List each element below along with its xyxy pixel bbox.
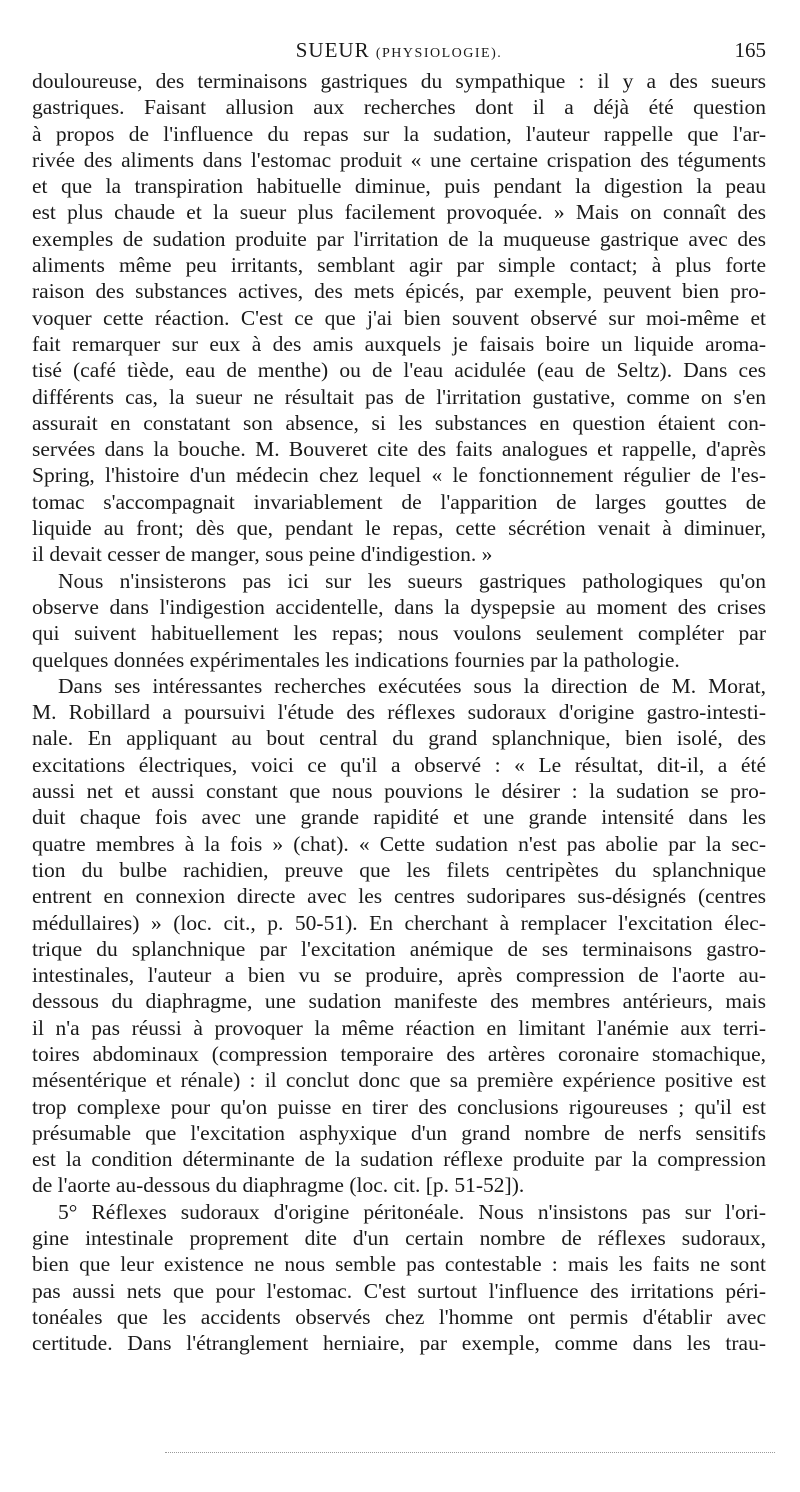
text-line: et que la transpiration habituelle diminue, puis pendant la digestion la peau [32, 174, 766, 199]
text-line: exemples de sudation produite par l'irritation de la muqueuse gastrique avec des [32, 226, 766, 251]
body-text [32, 68, 766, 1357]
text-line: duit chaque fois avec une grande rapidité et une grande intensité dans les [32, 805, 766, 830]
text-line: tonéales que les accidents observés chez l'homme ont permis d'établir avec [32, 1304, 766, 1329]
text-line: assurait en constatant son absence, si les substances en question étaient con- [32, 410, 766, 435]
text-line: il devait cesser de manger, sous peine d'indigestion. » [32, 542, 493, 567]
text-line: il n'a pas réussi à provoquer la même réaction en limitant l'anémie aux terri- [32, 1015, 766, 1040]
text-line: Spring, l'histoire d'un médecin chez lequel « le fonctionnement régulier de l'es- [32, 463, 766, 488]
title-sub: (PHYSIOLOGIE). [375, 46, 503, 61]
text-line: observe dans l'indigestion accidentelle, dans la dyspepsie au moment des crises [32, 594, 766, 619]
text-line: 5° Réflexes sudoraux d'origine péritonéale. Nous n'insistons pas sur l'ori- [58, 1199, 766, 1224]
text-line: quelques données expérimentales les indications fournies par la pathologie. [32, 647, 680, 672]
paragraph [32, 1199, 766, 1357]
text-line: trop complexe pour qu'on puisse en tirer des conclusions rigoureuses ; qu'il est [32, 1094, 766, 1119]
text-line: excitations électriques, voici ce qu'il a observé : « Le résultat, dit-il, a été [32, 752, 766, 777]
footer-dotted-rule [165, 1452, 775, 1453]
text-line: gine intestinale proprement dite d'un certain nombre de réflexes sudoraux, [32, 1226, 766, 1251]
paragraph [32, 568, 766, 673]
text-line: Nous n'insisterons pas ici sur les sueurs gastriques pathologiques qu'on [58, 568, 766, 593]
text-line: est plus chaude et la sueur plus facilement provoquée. » Mais on connaît des [32, 200, 766, 225]
paragraph [32, 673, 766, 1199]
text-line: mésentérique et rénale) : il conclut donc que sa première expérience positive est [32, 1068, 766, 1093]
text-line: trique du splanchnique par l'excitation anémique de ses terminaisons gastro- [32, 936, 766, 961]
text-line: différents cas, la sueur ne résultait pas de l'irritation gustative, comme on s'en [32, 384, 766, 409]
text-line: quatre membres à la fois » (chat). « Cette sudation n'est pas abolie par la sec- [32, 831, 766, 856]
text-line: de l'aorte au-dessous du diaphragme (loc. cit. [p. 51-52]). [32, 1173, 525, 1198]
text-line: gastriques. Faisant allusion aux recherches dont il a déjà été question [32, 95, 766, 120]
text-line: voquer cette réaction. C'est ce que j'ai bien souvent observé sur moi-même et [32, 305, 766, 330]
text-line: entrent en connexion directe avec les centres sudoripares sus-désignés (centres [32, 884, 766, 909]
text-line: certitude. Dans l'étranglement herniaire, par exemple, comme dans les trau- [32, 1331, 766, 1356]
text-line: dessous du diaphragme, une sudation manifeste des membres antérieurs, mais [32, 989, 766, 1014]
text-line: pas aussi nets que pour l'estomac. C'est surtout l'influence des irritations péri- [32, 1278, 766, 1303]
text-line: toires abdominaux (compression temporaire des artères coronaire stomachique, [32, 1041, 766, 1066]
text-line: tion du bulbe rachidien, preuve que les filets centripètes du splanchnique [32, 857, 766, 882]
text-line: est la condition déterminante de la sudation réflexe produite par la compression [32, 1147, 766, 1172]
text-line: aussi net et aussi constant que nous pouvions le désirer : la sudation se pro- [32, 779, 766, 804]
text-line: médullaires) » (loc. cit., p. 50-51). En cherchant à remplacer l'excitation élec- [32, 910, 766, 935]
text-line: qui suivent habituellement les repas; nous voulons seulement compléter par [32, 621, 766, 646]
text-line: bien que leur existence ne nous semble pas contestable : mais les faits ne sont [32, 1252, 766, 1277]
text-line: raison des substances actives, des mets épicés, par exemple, peuvent bien pro- [32, 279, 766, 304]
running-title [32, 38, 766, 63]
text-line: tomac s'accompagnait invariablement de l'apparition de larges gouttes de [32, 489, 766, 514]
text-line: présumable que l'excitation asphyxique d'un grand nombre de nerfs sensitifs [32, 1120, 766, 1145]
text-line: Dans ses intéressantes recherches exécutées sous la direction de M. Morat, [58, 673, 766, 698]
title-main: SUEUR [295, 38, 370, 62]
text-line: douloureuse, des terminaisons gastriques du sympathique : il y a des sueurs [32, 69, 766, 93]
text-line: fait remarquer sur eux à des amis auxquels je faisais boire un liquide aroma- [32, 331, 766, 356]
text-line: nale. En appliquant au bout central du grand splanchnique, bien isolé, des [32, 726, 766, 751]
text-line: aliments même peu irritants, semblant agir par simple contact; à plus forte [32, 253, 766, 278]
running-header [32, 38, 766, 64]
text-line: intestinales, l'auteur a bien vu se produire, après compression de l'aorte au- [32, 963, 766, 988]
text-line: à propos de l'influence du repas sur la sudation, l'auteur rappelle que l'ar- [32, 121, 766, 146]
text-line: servées dans la bouche. M. Bouveret cite des faits analogues et rappelle, d'après [32, 437, 766, 462]
text-line: rivée des aliments dans l'estomac produit « une certaine crispation des téguments [32, 147, 766, 172]
page-number: 165 [734, 38, 766, 62]
text-line: liquide au front; dès que, pendant le repas, cette sécrétion venait à diminuer, [32, 516, 766, 541]
text-line: M. Robillard a poursuivi l'étude des réflexes sudoraux d'origine gastro-intesti- [32, 700, 766, 725]
paragraph [32, 68, 766, 568]
text-line: tisé (café tiède, eau de menthe) ou de l'eau acidulée (eau de Seltz). Dans ces [32, 358, 766, 383]
